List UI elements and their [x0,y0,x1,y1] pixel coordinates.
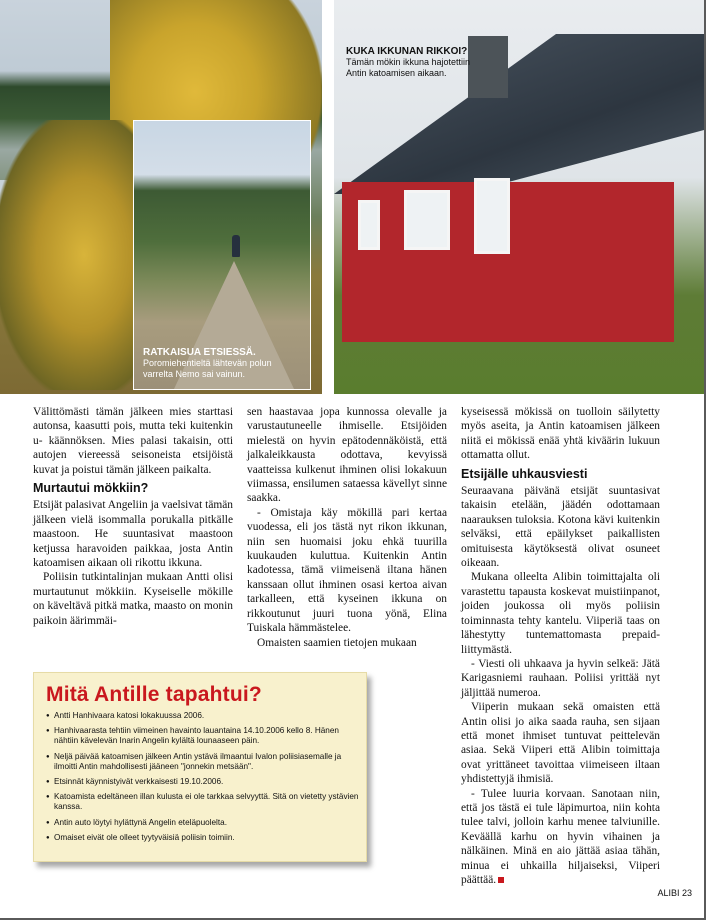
article-column-2 [247,405,447,650]
article-paragraph: Seuraavana päivänä etsijät suuntasivat takaisin etelään, jäädén odottamaan naarauksen tuloksia. Kotona kävi kuitenkin selväksi, että epäilykset paikallisten omituisesta käytöksestä olivat osuneet oikeaan. [461,485,660,570]
birch-foliage-shape [0,120,140,390]
end-square-icon [498,877,504,883]
fact-box-item: ● Antti Hanhivaara katosi lokakuussa 2006. [46,711,360,721]
article-column-1 [33,405,233,628]
cabin-window [474,178,510,254]
caption-heading: RATKAISUA ETSIESSÄ. [143,347,256,358]
article-paragraph: Omaisten saamien tietojen mukaan [257,636,417,649]
article-paragraph: - Omistaja käy mökillä pari kertaa vuodessa, eli jos tästä nyt rikon ikkunan, niin sen huomaisi joku ehkä tuurilla kuukauden kuluttua. Kuitenkin Antin kadotessa, tämä viimeisenä iltana hänen kanssaan ollut ihminen osasi kertoa aivan tarkalleen, että kyseinen ikkuna on rikkoutunut juuri tuona yönä, Elina Tuiskala hämmästelee. [247,506,447,635]
fact-box-item: ● Katoamista edeltäneen illan kulusta ei ole tarkkaa selvyyttä. Sitä on vietetty ystävien kanssa. [46,792,360,812]
inset-photo-caption [143,347,303,380]
house-photo-caption [346,46,476,79]
subheading: Etsijälle uhkausviesti [461,466,588,481]
article-column-3 [461,405,660,887]
caption-text: Poromiehentieltä lähtevän polun varrelta Nemo sai vainun. [143,358,272,379]
cabin-window [404,190,450,250]
article-paragraph: - Tulee luuria korvaan. Sanotaan niin, että jos tästä ei tule läpimurtoa, niin kohta tulee talvi, jolloin karhu menee talviunille. Keväällä karhu on hyvin vihainen ja nälkäinen. Minä en aio jättää asiaa tähän, minua ei uhkailla hiljaiseksi, Viiperi päättää. [461,787,660,886]
cabin-window [358,200,380,250]
fact-box-item: ● Antin auto löytyi hylättynä Angelin eteläpuolelta. [46,818,360,828]
article-paragraph: sen haastavaa jopa kunnossa olevalle ja varustautuneelle ihmiselle. Etsijöiden mielestä on hyvin epätodennäköistä, että jalkaleikkausta odottava, kevyissä vaatteissa kulkenut ihminen olisi lokakuun viimassa, ensilumen sataessa kävellyt sinne saakka. [247,406,447,505]
fact-box-item: ● Etsinnät käynnistyivät verkkaisesti 19.10.2006. [46,777,360,787]
fact-box-item: ● Neljä päivää katoamisen jälkeen Antin ystävä ilmaantui Ivalon poliisiasemalle ja ilmoitti Antin mahdollisesti jääneen "jonnekin metsään". [46,752,360,772]
fact-box-item: ● Hanhivaarasta tehtiin viimeinen havainto lauantaina 14.10.2006 kello 8. Hänen nähtiin kävelevän Inarin Angelin kylältä lounaaseen päin. [46,726,360,746]
article-paragraph: Poliisin tutkintalinjan mukaan Antti olisi murtautunut mökkiin. Kyseiselle mökille on käveltävä pitkä matka, maasto on monin paikoin äärimmäi- [33,571,233,627]
fact-box-item: ● Omaiset eivät ole olleet tyytyväisiä poliisin toimiin. [46,833,360,843]
article-paragraph: - Viesti oli uhkaava ja hyvin selkeä: Jätä Karigasniemi rauhaan. Poliisi yrittää nyt jäljittää numeroa. [461,657,660,699]
article-paragraph: Mukana olleelta Alibin toimittajalta oli varastettu tapausta koskevat muistiinpanot, joiden joukossa oli myös poliisin toiminnasta tehty kantelu. Viiperiä taas on lähestytty tuntemattomasta prepaid-liittymästä. [461,571,660,656]
article-paragraph: Viiperin mukaan sekä omaisten että Antin olisi jo aika saada rauha, sen sijaan että monet ihmiset tuntuvat peittelevän asiaa. Sekä Viiperi että Alibin toimittaja ovat yrittäneet tavoittaa viimeiseen iltaan yhdistettyjä ihmisiä. [461,701,660,786]
fact-box-list [46,711,360,848]
walking-person-figure [232,235,240,257]
article-paragraph: Välittömästi tämän jälkeen mies starttasi autonsa, kaasutti pois, mutta teki kuitenkin u- käännöksen. Mies palasi takaisin, otti autojen viereessä seisoneista etsijöistä kuvat ja poistui tämän jälkeen paikalta. [33,406,233,476]
caption-text: Tämän mökin ikkuna hajotettiin Antin katoamisen aikaan. [346,57,471,78]
fact-box [33,672,367,862]
caption-heading: KUKA IKKUNAN RIKKOI? [346,46,468,57]
page-folio: ALIBI 23 [657,888,692,898]
fact-box-title: Mitä Antille tapahtui? [46,683,262,706]
article-paragraph: kyseisessä mökissä on tuolloin säilytetty myös aseita, ja Antin katoamisen jälkeen niitä ei mökissä enää yhtä kiväärin lukuun ottamatta ollut. [461,406,660,462]
article-paragraph: Etsijät palasivat Angeliin ja vaelsivat tämän jälkeen vielä isommalla porukalla pitkälle maastoon. He suuntasivat maastoon ketjussa haravoiden paikkaa, josta Antin katoamisen aikaan oli rikottu ikkuna. [33,499,233,570]
subheading: Murtautui mökkiin? [33,481,149,496]
